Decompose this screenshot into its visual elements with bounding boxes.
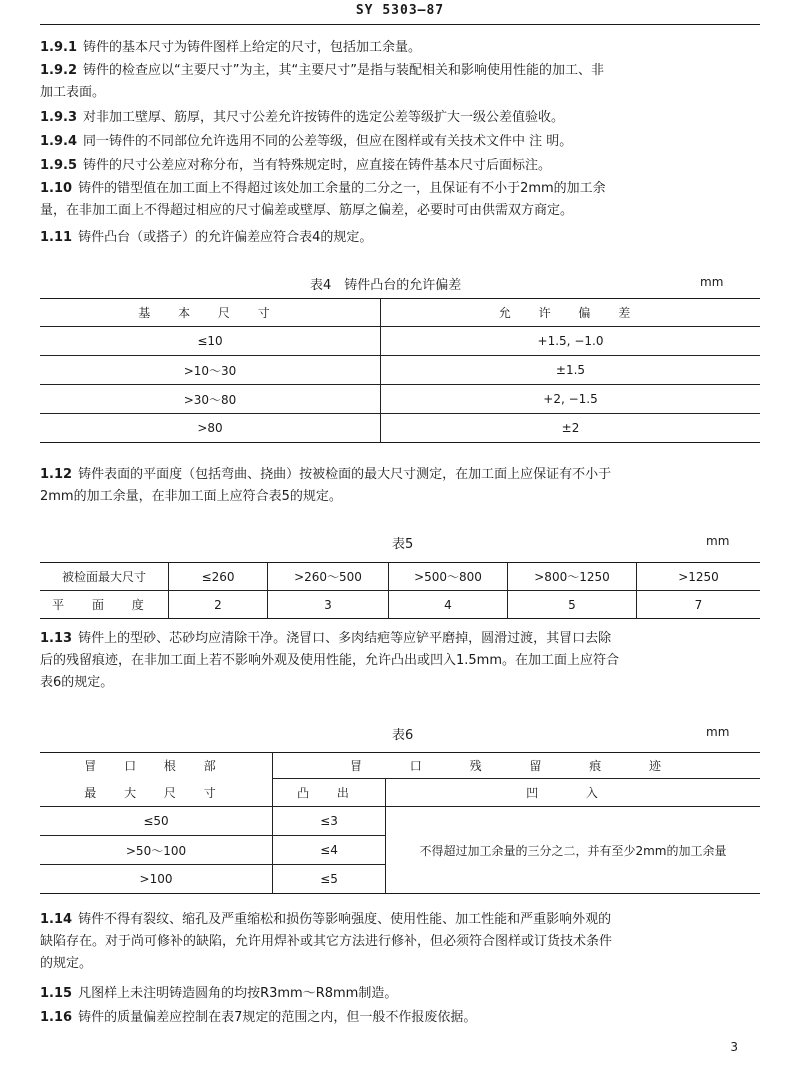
- table6-convex: ≤3: [273, 807, 386, 836]
- clause-1-9-3: [40, 107, 770, 129]
- clause-text: 铸件的质量偏差应控制在表7规定的范围之内，但一般不作报废依据。: [78, 1010, 477, 1025]
- table5-flatness: 2: [169, 591, 268, 619]
- clause-text-cont: 的规定。: [40, 956, 93, 971]
- clause-text-cont: 表6的规定。: [40, 675, 114, 690]
- table6-root-header-2: 最 大 尺 寸: [84, 785, 228, 800]
- standard-code: SY 5303—87: [355, 3, 445, 18]
- table6-size: ≤50: [40, 807, 273, 836]
- clause-1-9-1: [40, 37, 770, 59]
- table6-convex: ≤4: [273, 836, 386, 865]
- table4-size: >30～80: [40, 385, 381, 414]
- table5-size: >500～800: [389, 563, 508, 591]
- table6-header-row2: [40, 779, 760, 807]
- table5-size: >800～1250: [508, 563, 637, 591]
- clause-1-14: [40, 909, 770, 975]
- table5: [40, 562, 760, 619]
- clause-text: 铸件的基本尺寸为铸件图样上给定的尺寸，包括加工余量。: [83, 40, 422, 55]
- table6-concave-note: 不得超过加工余量的三分之二，并有至少2mm的加工余量: [386, 807, 761, 894]
- clause-text: 铸件上的型砂、芯砂均应清除干净。浇冒口、多肉结疤等应铲平磨掉，圆滑过渡，其冒口去除: [78, 631, 612, 646]
- table-row: [40, 807, 760, 836]
- table5-flatness: 3: [268, 591, 389, 619]
- clause-text-cont: 缺陷存在。对于尚可修补的缺陷，允许用焊补或其它方法进行修补，但必须符合图样或订货技术条件: [40, 934, 613, 949]
- table6-convex-header: 凸 出: [297, 786, 361, 800]
- clause-text: 铸件的尺寸公差应对称分布，当有特殊规定时，应直接在铸件基本尺寸后面标注。: [83, 158, 552, 173]
- table5-unit: mm: [706, 534, 730, 548]
- table6: [40, 752, 760, 894]
- table5-flatness: 5: [508, 591, 637, 619]
- clause-1-11: [40, 227, 770, 249]
- clause-text: 铸件不得有裂纹、缩孔及严重缩松和损伤等影响强度、使用性能、加工性能和严重影响外观的: [78, 912, 612, 927]
- clause-number: 1.9.1: [40, 40, 78, 55]
- table5-size-row: [40, 563, 760, 591]
- table6-size: >50～100: [40, 836, 273, 865]
- table-row: [40, 356, 760, 385]
- clause-text: 铸件表面的平面度（包括弯曲、挠曲）按被检面的最大尺寸测定，在加工面上应保证有不小于: [78, 467, 612, 482]
- page-number: 3: [730, 1040, 738, 1054]
- table5-size: >260～500: [268, 563, 389, 591]
- table-row: [40, 414, 760, 443]
- table4-unit: mm: [700, 275, 724, 289]
- table6-caption: 表6: [392, 728, 414, 743]
- clause-1-12: [40, 464, 770, 508]
- clause-number: 1.13: [40, 631, 73, 646]
- clause-number: 1.15: [40, 986, 73, 1001]
- clause-text-cont: 后的残留痕迹，在非加工面上若不影响外观及使用性能，允许凸出或凹入1.5mm。在加工面上应符合: [40, 653, 620, 668]
- table6-header-row1: [40, 753, 760, 779]
- clause-number: 1.14: [40, 912, 73, 927]
- table-row: [40, 385, 760, 414]
- clause-1-15: [40, 983, 770, 1005]
- clause-1-16: [40, 1007, 770, 1029]
- clause-number: 1.9.3: [40, 110, 78, 125]
- clause-number: 1.9.2: [40, 63, 78, 78]
- table4: [40, 298, 760, 443]
- table4-size: >10～30: [40, 356, 381, 385]
- clause-text-cont: 2mm的加工余量，在非加工面上应符合表5的规定。: [40, 489, 342, 504]
- clause-number: 1.16: [40, 1010, 73, 1025]
- clause-number: 1.10: [40, 181, 73, 196]
- table5-size: >1250: [637, 563, 761, 591]
- table5-caption: 表5: [392, 537, 414, 552]
- table4-tol: ±2: [381, 414, 761, 443]
- table4-tol: +1.5, −1.0: [381, 327, 761, 356]
- clause-text-cont: 量，在非加工面上不得超过相应的尺寸偏差或壁厚、筋厚之偏差，必要时可由供需双方商定。: [40, 203, 574, 218]
- table4-col1-header: 基 本 尺 寸: [138, 306, 282, 320]
- table4-caption: 表4 铸件凸台的允许偏差: [310, 278, 462, 293]
- table5-row1-label: 被检面最大尺寸: [40, 563, 169, 591]
- clause-text: 铸件的错型值在加工面上不得超过该处加工余量的二分之一，且保证有不小于2mm的加工余: [78, 181, 606, 196]
- clause-text: 铸件的检查应以“主要尺寸”为主，其“主要尺寸”是指与装配相关和影响使用性能的加工、非: [83, 63, 604, 78]
- clause-number: 1.9.5: [40, 158, 78, 173]
- table4-size: ≤10: [40, 327, 381, 356]
- clause-text: 对非加工壁厚、筋厚，其尺寸公差允许按铸件的选定公差等级扩大一级公差值验收。: [83, 110, 565, 125]
- clause-text: 凡图样上未注明铸造圆角的均按R3mm～R8mm制造。: [78, 986, 398, 1001]
- table5-flatness: 4: [389, 591, 508, 619]
- table6-unit: mm: [706, 725, 730, 739]
- table4-header-row: [40, 299, 760, 327]
- clause-text: 铸件凸台（或搭子）的允许偏差应符合表4的规定。: [78, 230, 373, 245]
- clause-number: 1.12: [40, 467, 73, 482]
- table5-flatness-row: [40, 591, 760, 619]
- clause-text-cont: 加工表面。: [40, 85, 106, 100]
- table4-col2-header: 允 许 偏 差: [498, 306, 643, 320]
- clause-1-9-4: [40, 131, 770, 153]
- clause-1-9-2: [40, 60, 770, 104]
- table6-size: >100: [40, 865, 273, 894]
- table5-row2-label: 平 面 度: [52, 598, 156, 612]
- table6-concave-header: 凹 入: [526, 786, 620, 800]
- clause-number: 1.9.4: [40, 134, 78, 149]
- table6-trace-header: 冒 口 残 留 痕 迹: [349, 759, 684, 773]
- table6-convex: ≤5: [273, 865, 386, 894]
- header-rule: [40, 24, 760, 25]
- table4-tol: +2, −1.5: [381, 385, 761, 414]
- table4-tol: ±1.5: [381, 356, 761, 385]
- table6-root-header-1: 冒 口 根 部: [84, 759, 228, 774]
- clause-1-13: [40, 628, 770, 694]
- table5-size: ≤260: [169, 563, 268, 591]
- clause-1-10: [40, 178, 770, 222]
- table-row: [40, 327, 760, 356]
- clause-1-9-5: [40, 155, 770, 177]
- clause-number: 1.11: [40, 230, 73, 245]
- table5-flatness: 7: [637, 591, 761, 619]
- clause-text: 同一铸件的不同部位允许选用不同的公差等级，但应在图样或有关技术文件中 注 明。: [83, 134, 573, 149]
- table4-size: >80: [40, 414, 381, 443]
